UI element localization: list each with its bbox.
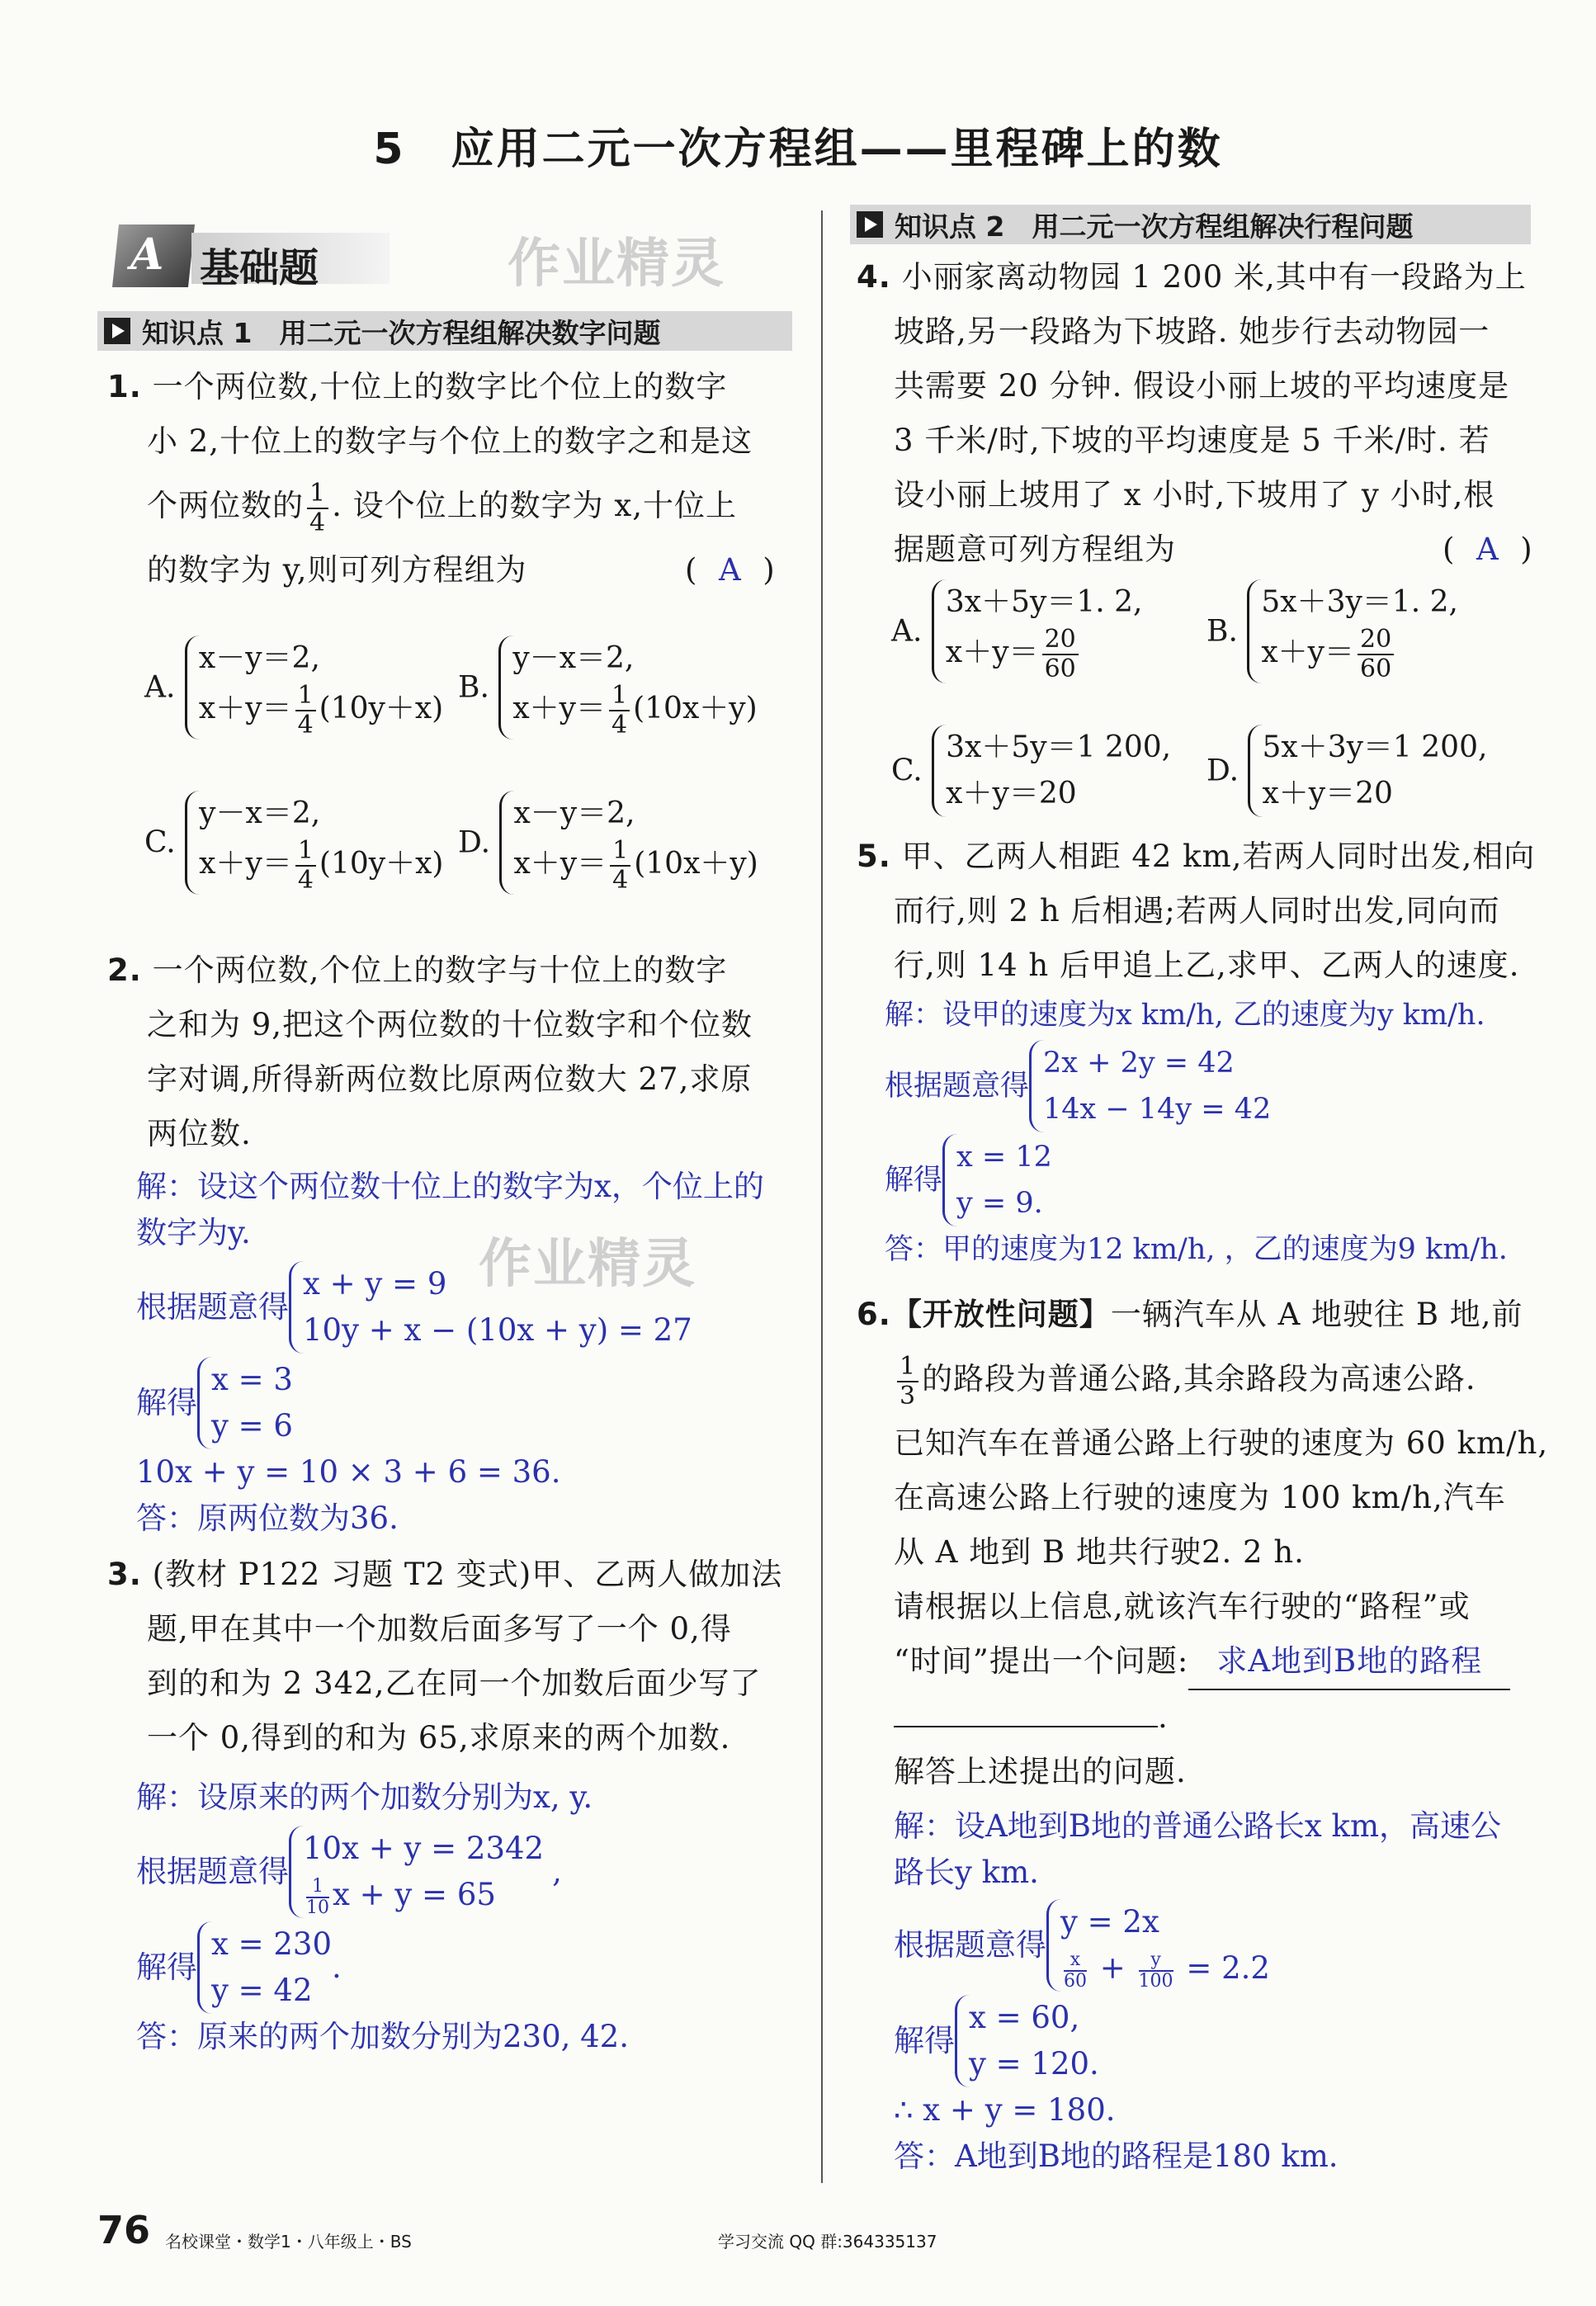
option-b: B. y－x＝2, x＋y＝ $\frac{1}{4}$ (10x＋y) [458,636,758,740]
section-label: 基础题 [200,245,319,291]
question-2: 2. 一个两位数,个位上的数字与十位上的数字 之和为 9,把这个两位数的十位数字和个位数 字对调,所得新两位数比原两位数大 27,求原 两位数. [107,952,753,1151]
play-triangle-icon [104,318,130,344]
solution-6: 解：设A地到B地的普通公路长x km，高速公 路长y km. 根据题意得 y = 2x $\frac{x}{60}$ + $\frac{y}{100}$ = 2.2 解得 x = 60, y = 120. ∴ x + y = 180. 答：A地到B地的路程是180 km. [894,1808,1502,2174]
knowledge-point-1-bar [97,311,792,351]
solution-2: 解：设这个两位数十位上的数字为x，个位上的 数字为y. 根据题意得 x + y = 9 10y + x − (10x + y) = 27 解得 x = 3 y = 6 10x + y = 10 × 3 + 6 = 36. 答：原两位数为36. [136,1169,764,1536]
knowledge-point-2-label: 知识点 2 用二元一次方程组解决行程问题 [895,210,1414,243]
section-header [116,224,396,291]
knowledge-point-1-label: 知识点 1 用二元一次方程组解决数字问题 [142,316,661,349]
option-a: A. 3x＋5y＝1. 2, x＋y＝ $\frac{20}{60}$ [891,579,1143,683]
answer-choice: A [718,552,742,588]
option-c: C. y－x＝2, x＋y＝ $\frac{1}{4}$ (10y＋x) [144,791,443,895]
page-title: 5 应用二元一次方程组——里程碑上的数 [373,125,1223,174]
question-1: 1. 一个两位数,十位上的数字比个位上的数字 小 2,十位上的数字与个位上的数字之和是这 个两位数的 $\frac{1}{4}$ . 设个位上的数字为 x,十位上 的数字为 y,则可列方程组为 ( A ) [107,369,776,588]
option-a: A. x－y＝2, x＋y＝ $\frac{1}{4}$ (10y＋x) [144,636,443,740]
column-divider [821,210,823,2183]
footer-qq-group: 学习交流 QQ 群:364335137 [718,2232,937,2252]
answer-fill-blank-2 [894,1694,1158,1727]
footer-book-info: 名校课堂・数学1・八年级上・BS [165,2232,412,2252]
answer-choice: A [1476,532,1499,567]
solution-5: 解：设甲的速度为x km/h, 乙的速度为y km/h. 根据题意得 2x + 2y = 42 14x − 14y = 42 解得 x = 12 y = 9. 答：甲的速度为12 km/h, ，乙的速度为9 km/h. [885,999,1508,1266]
knowledge-point-2-bar [850,205,1531,244]
question-4: 4. 小丽家离动物园 1 200 米,其中有一段路为上 坡路,另一段路为下坡路. 她步行去动物园一 共需要 20 分钟. 假设小丽上坡的平均速度是 3 千米/时,下坡的平均速度是 5 千米/时. 若 设小丽上坡用了 x 小时,下坡用了 y 小时,根 据题意可列方程组为 ( A ) [857,259,1533,567]
option-d: D. x－y＝2, x＋y＝ $\frac{1}{4}$ (10x＋y) [458,791,758,895]
solution-3: 解：设原来的两个加数分别为x, y. 根据题意得 10x + y = 2342 $\frac{1}{10}$ x + y = 65 , 解得 x = 230 y = 42 . 答：原来的两个加数分别为230, 42. [136,1779,629,2054]
section-badge-letter: A [130,229,164,280]
question-3: 3. (教材 P122 习题 T2 变式)甲、乙两人做加法 题,甲在其中一个加数后面多写了一个 0,得 到的和为 2 342,乙在同一个加数后面少写了 一个 0,得到的和为 65,求原来的两个加数. [107,1557,783,1755]
option-d: D. 5x＋3y＝1 200, x＋y＝20 [1206,725,1487,817]
watermark-2: 作业精灵 [479,1234,696,1295]
page-number: 76 [97,2208,151,2252]
answer-fill-blank: 求A地到B地的路程 [1188,1634,1510,1690]
question-5: 5. 甲、乙两人相距 42 km,若两人同时出发,相向 而行,则 2 h 后相遇;若两人同时出发,同向而 行,则 14 h 后甲追上乙,求甲、乙两人的速度. [857,839,1536,983]
option-b: B. 5x＋3y＝1. 2, x＋y＝ $\frac{20}{60}$ [1206,579,1458,683]
question-6: 6.【开放性问题】一辆汽车从 A 地驶往 B 地,前 $\frac{1}{3}$ 的路段为普通公路,其余路段为高速公路. 已知汽车在普通公路上行驶的速度为 60 km/h, 在高速公路上行驶的速度为 100 km/h,汽车 从 A 地到 B 地共行驶2. 2 h. 请根据以上信息,就该汽车行驶的“路程”或 “时间”提出一个问题: 求A地到B地的路程 . 解答上述提出的问题. [857,1297,1549,1789]
option-c: C. 3x＋5y＝1 200, x＋y＝20 [891,725,1171,817]
play-triangle-icon [857,211,883,238]
watermark: 作业精灵 [508,234,725,295]
